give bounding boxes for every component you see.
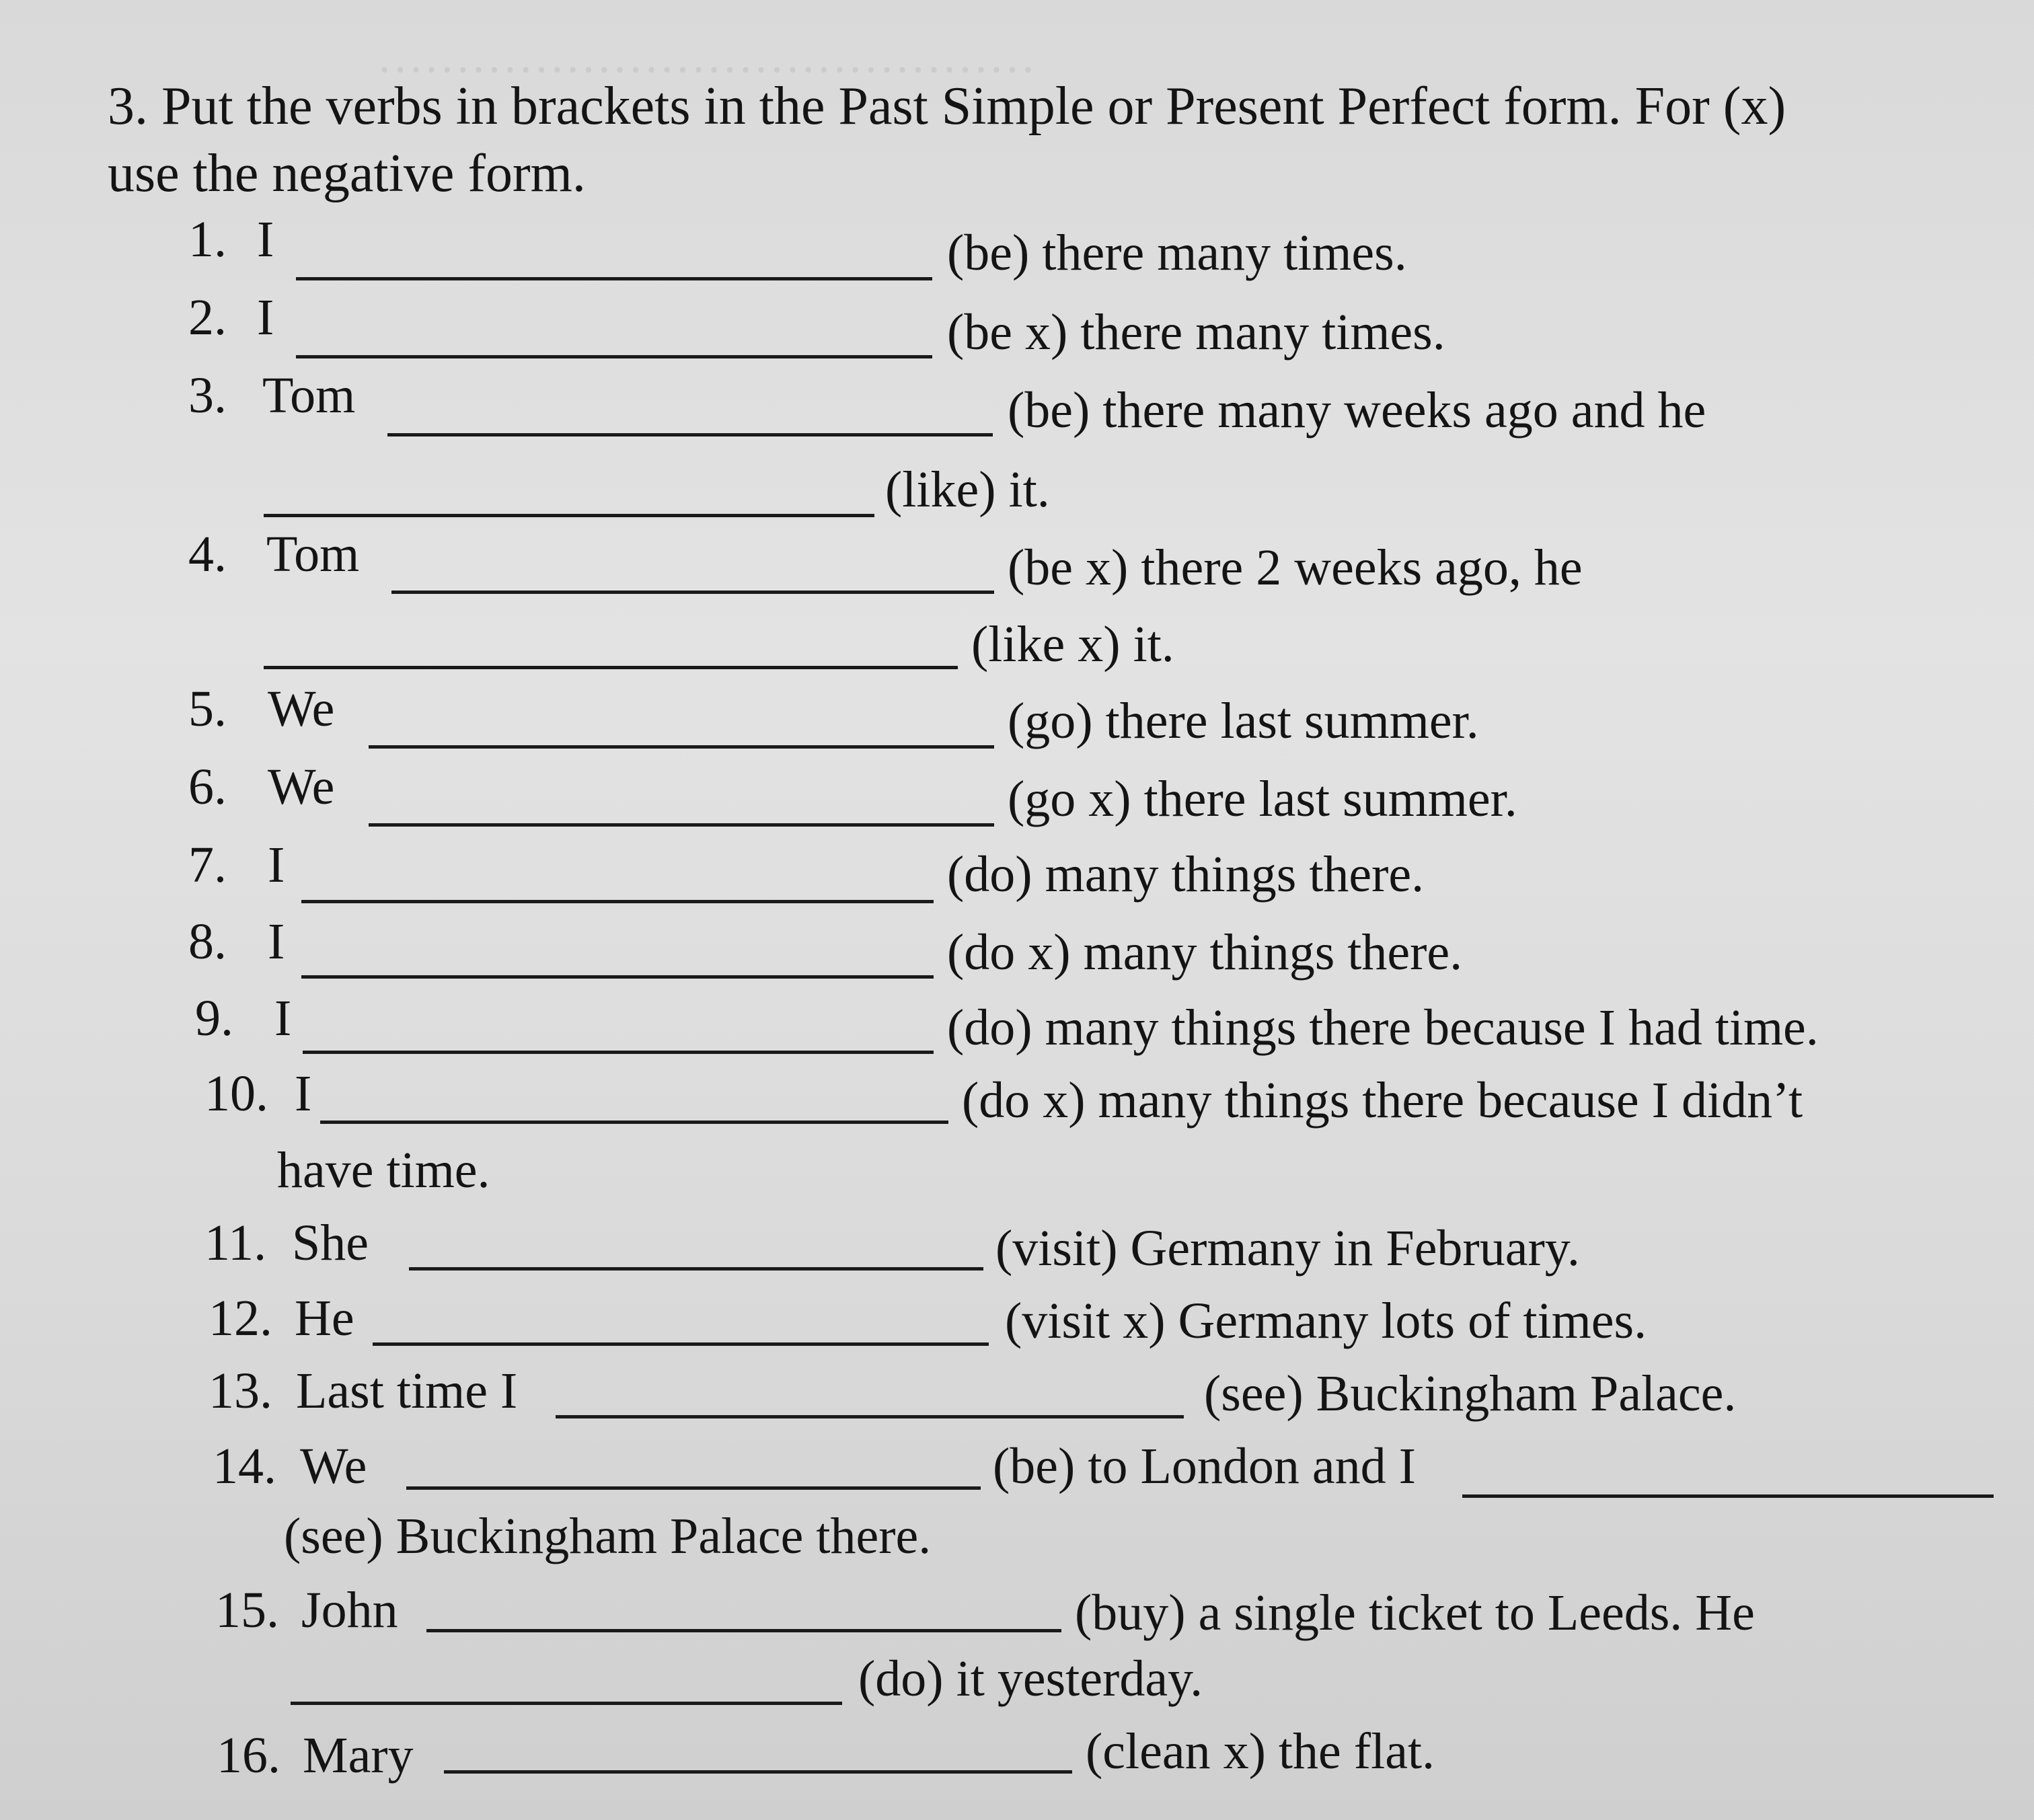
item-hint: (be) to London and I <box>993 1438 1416 1494</box>
item-number: 13. <box>209 1363 272 1419</box>
item-hint: (clean x) the flat. <box>1086 1723 1435 1780</box>
answer-blank[interactable] <box>426 1629 1061 1632</box>
item-hint: (go) there last summer. <box>1008 693 1479 749</box>
item-number: 12. <box>209 1290 272 1347</box>
item-hint: (be) there many weeks ago and he <box>1008 382 1706 439</box>
item-hint: (visit x) Germany lots of times. <box>1005 1293 1647 1349</box>
item-subject: We <box>300 1438 367 1494</box>
item-hint: (do) many things there. <box>947 846 1425 903</box>
answer-blank[interactable] <box>369 823 994 827</box>
item-number: 9. <box>195 990 233 1047</box>
answer-blank[interactable] <box>406 1486 981 1490</box>
answer-blank[interactable] <box>303 1051 934 1054</box>
item-hint: (see) Buckingham Palace. <box>1204 1365 1737 1422</box>
item-hint-continuation: have time. <box>277 1142 490 1199</box>
item-number: 11. <box>204 1215 267 1271</box>
answer-blank[interactable] <box>387 433 993 437</box>
item-number: 3. <box>188 367 227 424</box>
answer-blank[interactable] <box>556 1415 1184 1418</box>
item-hint: (buy) a single ticket to Leeds. He <box>1075 1585 1755 1641</box>
item-subject: She <box>292 1215 369 1271</box>
item-hint: (be x) there many times. <box>947 304 1445 361</box>
item-number: 5. <box>188 681 227 737</box>
item-number: 1. <box>188 211 227 268</box>
item-subject: Tom <box>266 526 360 582</box>
item-subject: Tom <box>262 367 356 424</box>
answer-blank[interactable] <box>444 1770 1072 1774</box>
answer-blank[interactable] <box>264 514 874 517</box>
item-hint-continuation: (like x) it. <box>971 616 1174 673</box>
item-subject: I <box>295 1065 312 1122</box>
answer-blank[interactable] <box>391 591 994 594</box>
answer-blank[interactable] <box>373 1342 989 1346</box>
item-subject: I <box>257 211 274 268</box>
item-subject: I <box>257 289 274 346</box>
answer-blank[interactable] <box>369 745 994 749</box>
item-subject: I <box>268 913 285 970</box>
answer-blank[interactable] <box>301 975 934 979</box>
item-number: 2. <box>188 289 227 346</box>
item-subject: Last time I <box>296 1363 518 1419</box>
item-number: 16. <box>217 1727 280 1784</box>
answer-blank[interactable] <box>264 666 958 669</box>
item-hint: (be x) there 2 weeks ago, he <box>1008 539 1583 596</box>
item-hint-continuation: (like) it. <box>885 461 1050 518</box>
item-number: 6. <box>188 759 227 815</box>
show-through-text: …………………………………… <box>377 31 1036 83</box>
item-number: 8. <box>188 913 227 970</box>
instructions-line-2: use the negative form. <box>108 144 586 203</box>
item-hint-continuation: (do) it yesterday. <box>858 1651 1203 1707</box>
instructions-line-1: 3. Put the verbs in brackets in the Past Simple or Present Perfect form. For (x) <box>108 77 1786 136</box>
item-subject: He <box>295 1290 354 1347</box>
item-number: 14. <box>213 1438 276 1494</box>
item-hint: (do x) many things there. <box>947 924 1463 981</box>
item-number: 10. <box>204 1065 268 1122</box>
answer-blank[interactable] <box>1462 1494 1994 1498</box>
item-subject: We <box>268 681 335 737</box>
item-hint: (visit) Germany in February. <box>995 1220 1580 1277</box>
item-hint: (be) there many times. <box>947 225 1407 281</box>
answer-blank[interactable] <box>409 1267 983 1271</box>
item-number: 7. <box>188 837 227 893</box>
item-hint: (go x) there last summer. <box>1008 771 1517 827</box>
item-subject: John <box>301 1582 398 1638</box>
answer-blank[interactable] <box>301 900 934 903</box>
answer-blank[interactable] <box>320 1121 948 1124</box>
item-hint: (do) many things there because I had time. <box>947 999 1819 1056</box>
answer-blank[interactable] <box>296 277 932 280</box>
item-hint: (do x) many things there because I didn’t <box>962 1072 1803 1129</box>
item-subject: Mary <box>303 1727 414 1784</box>
item-number: 15. <box>215 1582 279 1638</box>
answer-blank[interactable] <box>296 355 932 358</box>
item-hint-continuation: (see) Buckingham Palace there. <box>284 1508 932 1564</box>
item-subject: I <box>274 990 292 1047</box>
item-number: 4. <box>188 526 227 582</box>
item-subject: We <box>268 759 335 815</box>
item-subject: I <box>268 837 285 893</box>
answer-blank[interactable] <box>291 1702 842 1705</box>
